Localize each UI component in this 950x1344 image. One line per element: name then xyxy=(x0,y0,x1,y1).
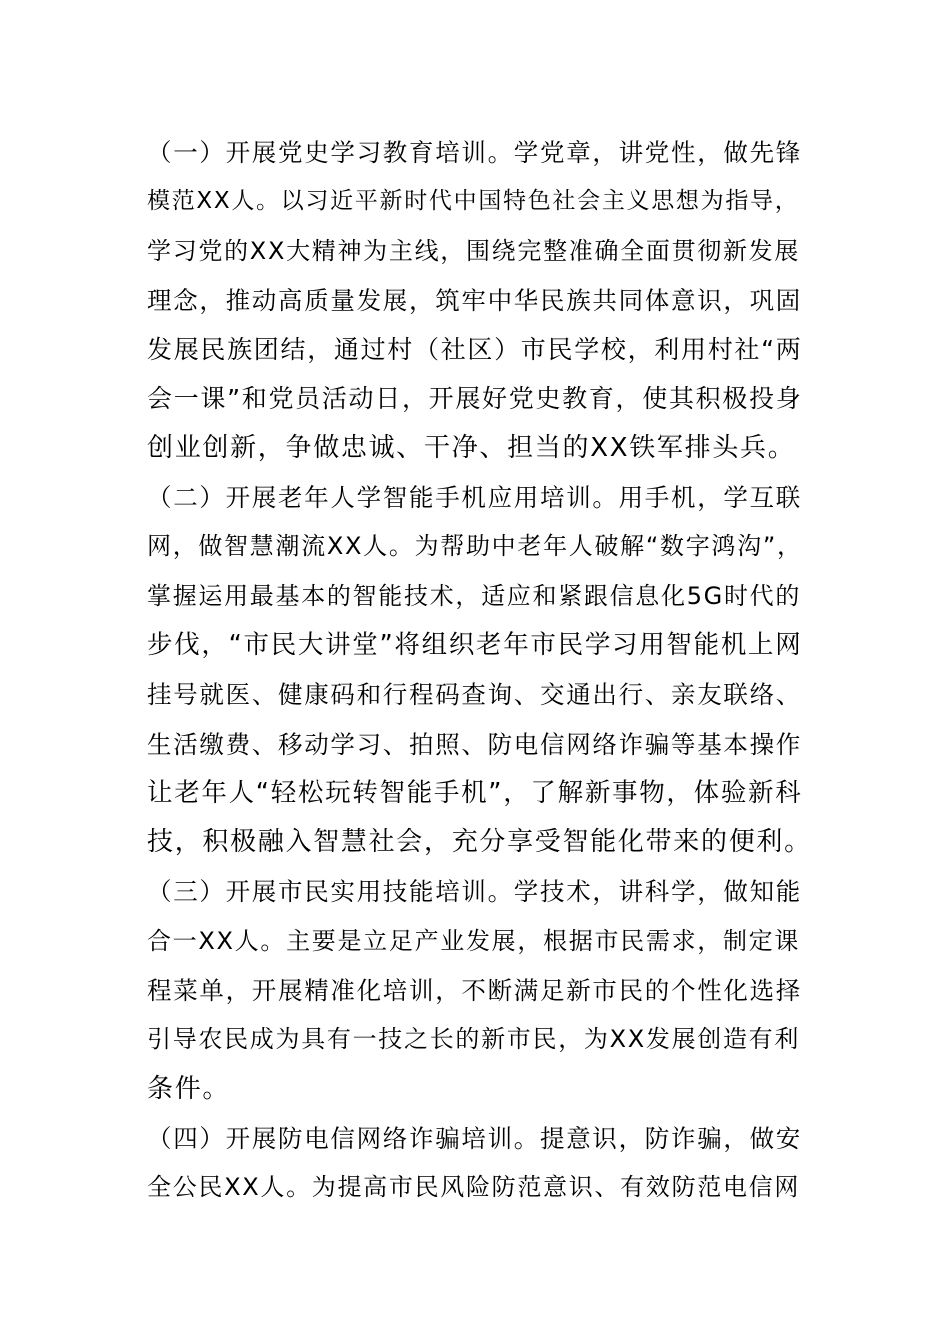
text-line: 挂号就医、健康码和行程码查询、交通出行、亲友联络、 xyxy=(147,680,802,710)
text-line: （三）开展市民实用技能培训。学技术，讲科学，做知能 xyxy=(147,877,802,907)
text-line: 技，积极融入智慧社会，充分享受智能化带来的便利。 xyxy=(147,827,812,858)
text-line: 条件。 xyxy=(147,1073,231,1104)
text-line: （二）开展老年人学智能手机应用培训。用手机，学互联 xyxy=(147,483,802,513)
text-line: 步伐，“市民大讲堂”将组织老年市民学习用智能机上网 xyxy=(147,629,803,660)
text-line: 生活缴费、移动学习、拍照、防电信网络诈骗等基本操作 xyxy=(147,729,802,759)
paragraph-anti-fraud-training xyxy=(147,1114,812,1213)
document-body xyxy=(147,128,812,1213)
text-line: 网，做智慧潮流XX人。为帮助中老年人破解“数字鸿沟”， xyxy=(147,532,803,561)
paragraph-practical-skills-training xyxy=(147,867,812,1113)
text-line: 模范XX人。以习近平新时代中国特色社会主义思想为指导， xyxy=(147,188,800,215)
text-line: 会一课”和党员活动日，开展好党史教育，使其积极投身 xyxy=(147,384,803,414)
paragraph-smartphone-training xyxy=(147,473,812,867)
text-line: 掌握运用最基本的智能技术，适应和紧跟信息化5G时代的 xyxy=(147,581,802,610)
text-line: 程菜单，开展精准化培训，不断满足新市民的个性化选择 xyxy=(147,976,802,1006)
text-line: 全公民XX人。为提高市民风险防范意识、有效防范电信网 xyxy=(147,1173,801,1202)
text-line: 引导农民成为具有一技之长的新市民，为XX发展创造有利 xyxy=(147,1025,801,1054)
text-line: （四）开展防电信网络诈骗培训。提意识，防诈骗，做安 xyxy=(147,1123,802,1153)
text-line: （一）开展党史学习教育培训。学党章，讲党性，做先锋 xyxy=(147,138,802,167)
text-line: 理念，推动高质量发展，筑牢中华民族共同体意识，巩固 xyxy=(147,285,802,315)
text-line: 创业创新，争做忠诚、干净、担当的XX铁军排头兵。 xyxy=(147,432,796,463)
text-line: 让老年人“轻松玩转智能手机”，了解新事物，体验新科 xyxy=(147,777,803,808)
text-line: 发展民族团结，通过村（社区）市民学校，利用村社“两 xyxy=(147,335,803,365)
paragraph-party-history-training xyxy=(147,128,812,473)
text-line: 学习党的XX大精神为主线，围绕完整准确全面贯彻新发展 xyxy=(147,236,801,265)
text-line: 合一XX人。主要是立足产业发展，根据市民需求，制定课 xyxy=(147,926,801,955)
